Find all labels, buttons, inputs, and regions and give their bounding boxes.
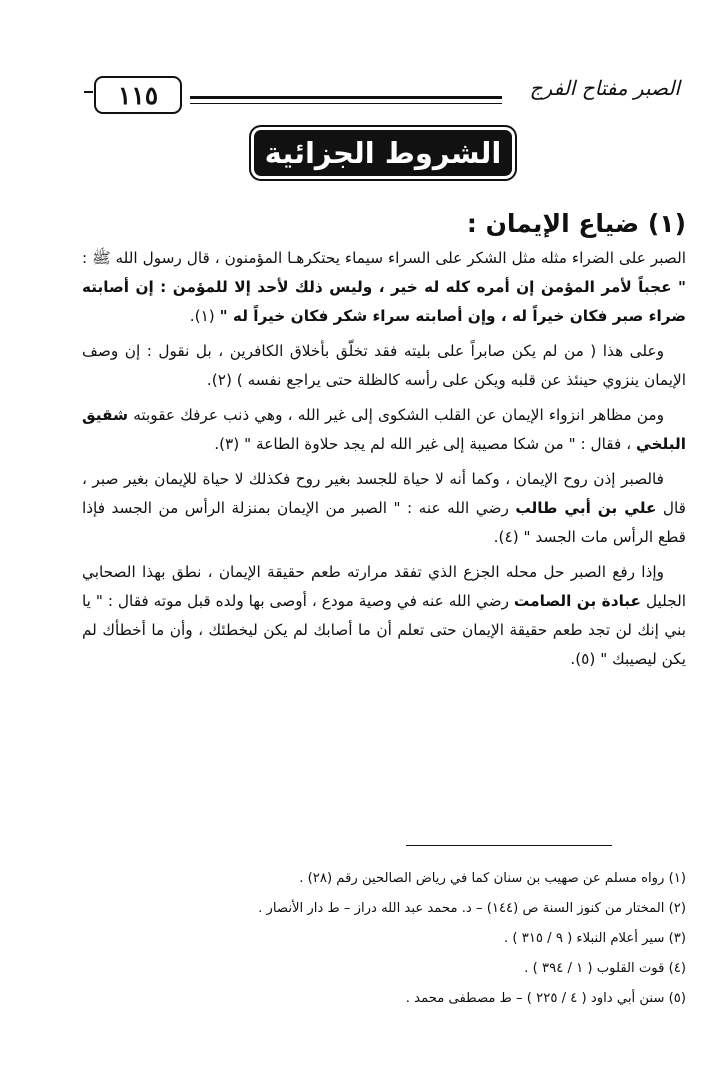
footnote: (١) رواه مسلم عن صهيب بن سنان كما في رياض الصالحين رقم (٢٨) . [299,871,686,886]
text-run: الصبر على الضراء مثله مثل الشكر على السراء سيماء يحتكرهـا المؤمنون ، قال رسول الله ﷺ : [82,249,686,267]
text-run: ، فقال : " من شكا مصيبة إلى غير الله لم يجد حلاوة الطاعة " (٣). [214,435,637,453]
paragraph [82,401,686,459]
paragraphs [82,244,686,674]
text-run: فالصبر إذن روح الإيمان ، وكما أنه لا حياة للجسد بغير روح فكذلك لا حياة للإيمان بغير صبر ، قال [82,470,686,517]
text-run: (١). [189,307,220,325]
page-number-tick [84,91,93,93]
bold-text: عبادة بن الصامت [513,592,642,610]
paragraph [82,244,686,331]
footnote: (٣) سير أعلام النبلاء ( ٩ / ٣١٥ ) . [504,931,686,946]
running-title: الصبر مفتاح الفرج [529,76,680,100]
text-run: ومن مظاهر انزواء الإيمان عن القلب الشكوى إلى غير الله ، وهي ذنب عرفك عقوبته [128,406,664,424]
footnote: (٥) سنن أبي داود ( ٤ / ٢٢٥ ) – ط مصطفى محمد . [405,991,686,1006]
footnote-separator [406,845,612,846]
running-header [82,72,680,116]
header-rule [190,96,502,104]
main-text [82,206,686,680]
text-run: وعلى هذا ( من لم يكن صابراً على بليته فقد تخلّق بأخلاق الكافرين ، بل نقول : إن وصف الإيمان ينزوي حينئذ عن قلبه ويكن على رأسه كالظلة حتى يراجع نفسه ) (٢). [82,342,686,389]
page-number: ١١٥ [117,80,159,110]
text-run: رضي الله عنه : " الصبر من الإيمان بمنزلة الرأس من الجسد فإذا قطع الرأس مات الجسد " (٤). [82,499,686,546]
footnotes [150,864,686,1014]
footnote: (٤) قوت القلوب ( ١ / ٣٩٤ ) . [524,961,686,976]
paragraph [82,337,686,395]
paragraph [82,558,686,674]
section-title: الشروط الجزائية [254,130,512,176]
bold-text: " عجباً لأمر المؤمن إن أمره كله له خير ، وليس ذلك لأحد إلا للمؤمن : إن أصابته ضراء صبر فكان خيراً له ، وإن أصابته سراء شكر فكان خيراً له " [82,278,686,325]
text-run: رضي الله عنه في وصية مودع ، أوصى بها ولده قبل موته فقال : " يا بني إنك لن تجد طعم حقيقة الإيمان حتى تعلم أن ما أصابك لم يكن ليخطئك ، وأن ما أخطأك لم يكن ليصيبك " (٥). [82,592,686,668]
bold-text: علي بن أبي طالب [515,499,657,517]
page-number-box [94,76,182,114]
paragraph [82,465,686,552]
subheading: (١) ضياع الإيمان : [466,209,686,238]
footnote: (٢) المختار من كنوز السنة ص (١٤٤) – د. محمد عبد الله دراز – ط دار الأنصار . [258,901,686,916]
bold-text: شقيق البلخي [82,406,686,453]
text-run: وإذا رفع الصبر حل محله الجزع الذي تفقد مرارته طعم حقيقة الإيمان ، نطق بهذا الصحابي الجليل [82,563,687,610]
